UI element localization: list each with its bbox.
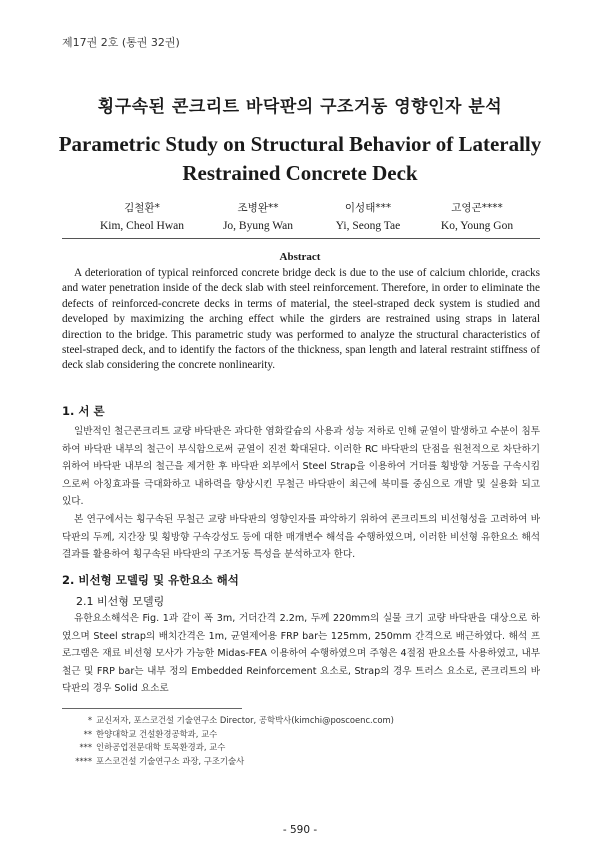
author-3-korean-name: 이성태*** <box>344 202 392 214</box>
abstract-body: A deterioration of typical reinforced concrete bridge deck is due to the use of calcium chloride, cracks and water penetration inside of the deck slab with steel reinforcement. Therefore, in order to eliminate the defects of reinforced-concrete decks in terms of material, the steel-straped deck system is studied and developed by maximizing the arching effect while the girders are restrained using straps in lateral direction to the bridge. This parametric study was performed to analyze the structural characteristics of steel-straped deck, and to identify the factors of the thickness, span length and lateral restraint stiffness of deck slab considering the concrete nonlinearity. <box>62 267 540 372</box>
author-3-english-name: Yi, Seong Tae <box>335 220 401 232</box>
footnote-1: * 교신저자, 포스코건설 기술연구소 Director, 공학박사(kimchi@poscoenc.com) <box>87 715 394 725</box>
korean-title: 횡구속된 콘크리트 바닥판의 구조거동 영향인자 분석 <box>97 97 503 117</box>
author-2-korean-name: 조병완** <box>237 202 279 214</box>
author-1 <box>92 199 192 235</box>
section-2-1-paragraph: 유한요소해석은 Fig. 1과 같이 폭 3m, 거더간격 2.2m, 두께 220mm의 실물 크기 교량 바닥판을 대상으로 하였으며 Steel strap의 배치간격은 1m, 균열제어용 FRP bar는 125mm, 250mm 간격으로 배근하였다. 해석 프로그램은 재료 비선형 모사가 가능한 Midas-FEA 이용하여 수행하였으며 주형은 4절점 판요소를 사용하였고, 내부 철근 및 FRP bar는 내부 정의 Embedded Reinforcement 요소로, Strap의 경우 트러스 요소로, 콘크리트의 바닥판의 경우 Solid 요소로 <box>62 613 540 695</box>
section-1-paragraph-2: 본 연구에서는 횡구속된 무철근 교량 바닥판의 영향인자를 파악하기 위하여 콘크리트의 비선형성을 고려하여 바닥판의 두께, 지간장 및 횡방향 구속강성도 등에 대한 매개변수 해석을 수행하였으며, 이러한 비선형 유한요소 해석결과를 활용하여 횡구속된 바닥판의 구조거동 특성을 분석하고자 한다. <box>62 514 540 561</box>
abstract-top-rule <box>62 238 540 239</box>
page-number: - 590 - <box>282 824 318 836</box>
footnote-separator <box>62 708 242 709</box>
english-title-line-1: Parametric Study on Structural Behavior of Laterally <box>58 132 542 156</box>
english-title-line-2: Restrained Concrete Deck <box>182 161 418 185</box>
english-title <box>0 130 600 188</box>
journal-volume-reference: 제17권 2호 (통권 32권) <box>62 36 180 49</box>
abstract-heading: Abstract <box>279 251 321 263</box>
author-1-korean-name: 김철환* <box>124 202 160 214</box>
author-3 <box>318 199 418 235</box>
footnote-4: **** 포스코건설 기술연구소 과장, 구조기술사 <box>75 755 245 766</box>
section-1-heading: 1. 서 론 <box>62 404 105 418</box>
section-2-1-heading: 2.1 비선형 모델링 <box>76 595 165 608</box>
footnotes <box>62 714 540 768</box>
author-2 <box>208 199 308 235</box>
section-1-paragraph-1: 일반적인 철근콘크리트 교량 바닥판은 과다한 염화칼슘의 사용과 성능 저하로 인해 균열이 발생하고 수분이 침투하여 바닥판 내부의 철근이 부식함으로써 균열이 진전 확대된다. 이러한 RC 바닥판의 단점을 원천적으로 차단하기 위하여 바닥판 내부의 철근을 제거한 후 바닥판 외부에서 Steel Strap을 이용하여 거더를 횡방향 거동을 구속시킴으로써 아칭효과를 극대화하고 내하력을 향상시킨 무철근 바닥판이 최근에 북미를 중심으로 개발 및 실용화 되고 있다. <box>62 426 540 508</box>
author-4 <box>422 199 532 235</box>
author-1-english-name: Kim, Cheol Hwan <box>99 220 184 232</box>
author-4-english-name: Ko, Young Gon <box>440 220 514 232</box>
footnote-3: *** 인하공업전문대학 토목환경과, 교수 <box>79 742 226 753</box>
section-2-heading: 2. 비선형 모델링 및 유한요소 해석 <box>62 573 239 587</box>
footnote-2: ** 한양대학교 건설환경공학과, 교수 <box>83 728 218 739</box>
author-4-korean-name: 고영곤**** <box>451 202 503 214</box>
author-2-english-name: Jo, Byung Wan <box>222 220 294 232</box>
